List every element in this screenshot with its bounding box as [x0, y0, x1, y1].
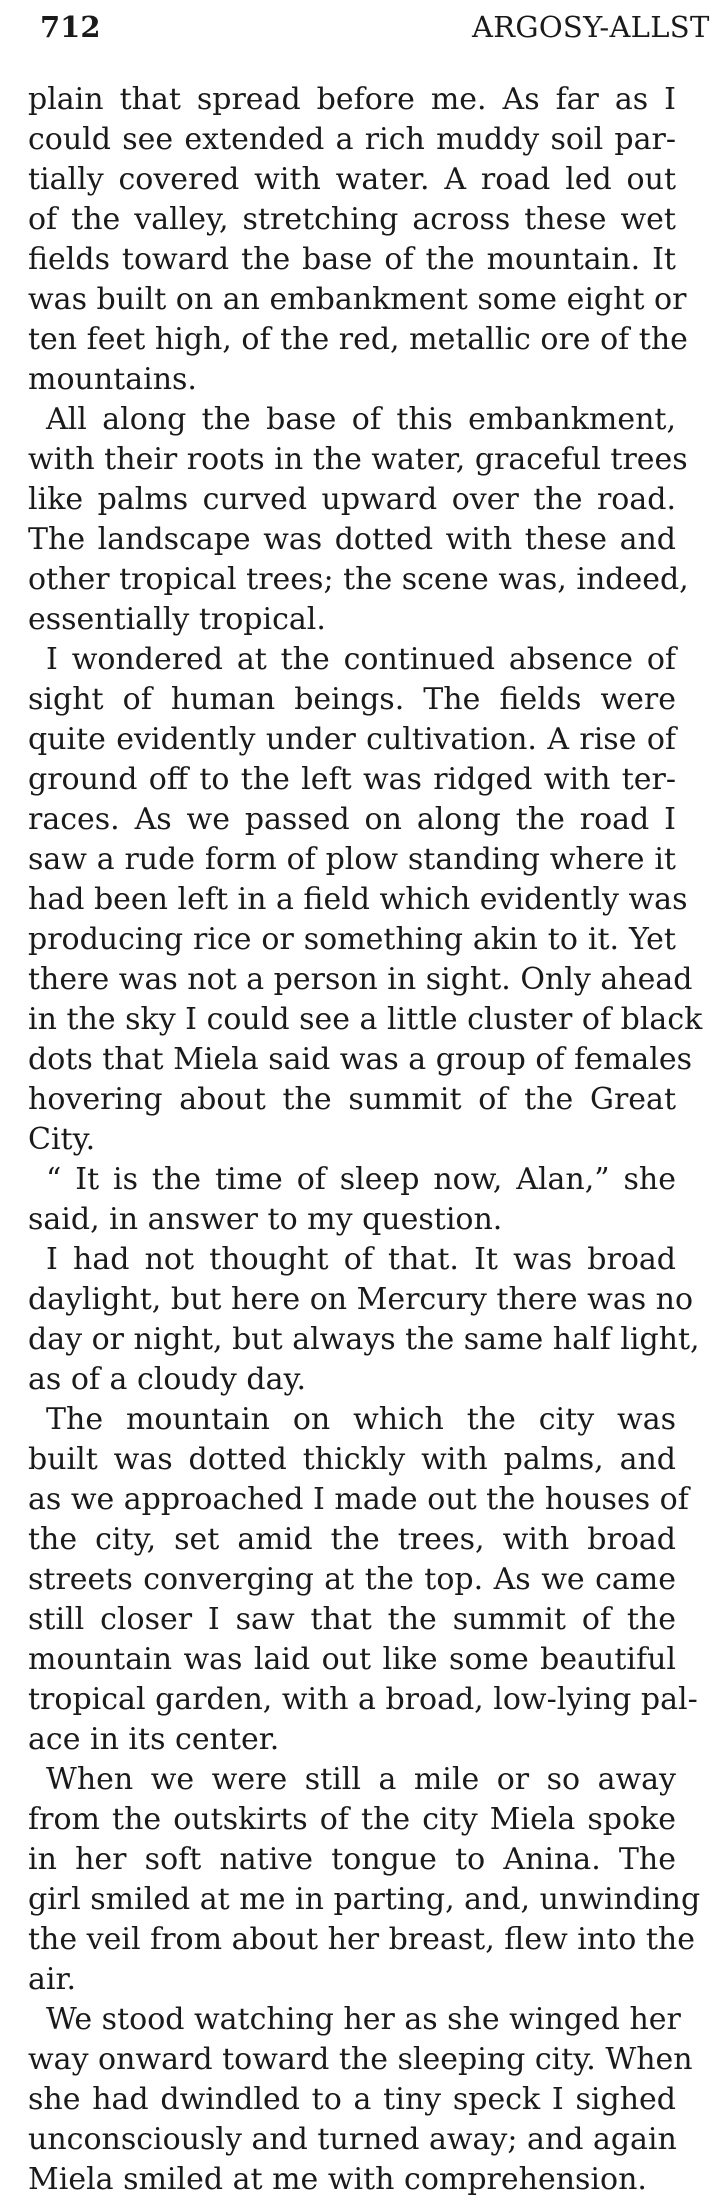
text-line: Miela smiled at me with comprehension.: [28, 2162, 647, 2197]
page-number: 712: [40, 10, 101, 44]
text-line: built was dotted thickly with palms, and: [28, 1442, 676, 1477]
text-line: The landscape was dotted with these and: [28, 522, 676, 557]
text-line: All along the base of this embankment,: [46, 402, 676, 437]
text-line: had been left in a field which evidently was: [28, 882, 688, 917]
text-line: “ It is the time of sleep now, Alan,” she: [46, 1162, 676, 1197]
text-line: fields toward the base of the mountain. It: [28, 242, 676, 277]
text-line: unconsciously and turned away; and again: [28, 2122, 677, 2157]
text-line: said, in answer to my question.: [28, 1202, 503, 1237]
text-line: like palms curved upward over the road.: [28, 482, 676, 517]
text-line: ten feet high, of the red, metallic ore of the: [28, 322, 688, 357]
text-line: tropical garden, with a broad, low-lying pal-: [28, 1682, 698, 1717]
text-line: still closer I saw that the summit of the: [28, 1602, 676, 1637]
text-line: mountain was laid out like some beautiful: [28, 1642, 676, 1677]
text-line: plain that spread before me. As far as I: [28, 82, 676, 117]
text-line: air.: [28, 1962, 77, 1997]
text-line: hovering about the summit of the Great: [28, 1082, 676, 1117]
text-line: way onward toward the sleeping city. When: [28, 2042, 693, 2077]
text-line: girl smiled at me in parting, and, unwinding: [28, 1882, 701, 1917]
text-line: races. As we passed on along the road I: [28, 802, 676, 837]
text-line: there was not a person in sight. Only ahead: [28, 962, 693, 997]
text-line: could see extended a rich muddy soil par-: [28, 122, 676, 157]
text-line: quite evidently under cultivation. A rise of: [28, 722, 676, 757]
text-line: as of a cloudy day.: [28, 1362, 306, 1397]
text-line: with their roots in the water, graceful trees: [28, 442, 688, 477]
text-line: sight of human beings. The fields were: [28, 682, 676, 717]
text-line: in her soft native tongue to Anina. The: [28, 1842, 676, 1877]
text-line: the city, set amid the trees, with broad: [28, 1522, 676, 1557]
text-line: the veil from about her breast, flew into the: [28, 1922, 695, 1957]
text-line: from the outskirts of the city Miela spoke: [28, 1802, 676, 1837]
text-line: producing rice or something akin to it. Yet: [28, 922, 676, 957]
text-line: ace in its center.: [28, 1722, 280, 1757]
page-header: [40, 10, 710, 50]
text-line: streets converging at the top. As we came: [28, 1562, 676, 1597]
text-line: in the sky I could see a little cluster of black: [28, 1002, 703, 1037]
text-line: day or night, but always the same half light,: [28, 1322, 700, 1357]
text-line: dots that Miela said was a group of females: [28, 1042, 693, 1077]
text-line: When we were still a mile or so away: [46, 1762, 676, 1797]
text-line: I had not thought of that. It was broad: [46, 1242, 676, 1277]
text-line: of the valley, stretching across these wet: [28, 202, 676, 237]
text-line: City.: [28, 1122, 96, 1157]
text-line: saw a rude form of plow standing where it: [28, 842, 676, 877]
text-line: We stood watching her as she winged her: [46, 2002, 681, 2037]
text-line: other tropical trees; the scene was, indeed,: [28, 562, 689, 597]
text-line: essentially tropical.: [28, 602, 326, 637]
body-text: [28, 80, 703, 2200]
text-line: as we approached I made out the houses of: [28, 1482, 689, 1517]
text-line: she had dwindled to a tiny speck I sighed: [28, 2082, 676, 2117]
text-line: The mountain on which the city was: [46, 1402, 676, 1437]
text-line: mountains.: [28, 362, 197, 397]
text-line: I wondered at the continued absence of: [46, 642, 676, 677]
text-line: was built on an embankment some eight or: [28, 282, 687, 317]
text-line: tially covered with water. A road led out: [28, 162, 676, 197]
text-line: ground off to the left was ridged with ter-: [28, 762, 676, 797]
text-line: daylight, but here on Mercury there was no: [28, 1282, 694, 1317]
running-head: ARGOSY-ALLST: [472, 10, 710, 44]
